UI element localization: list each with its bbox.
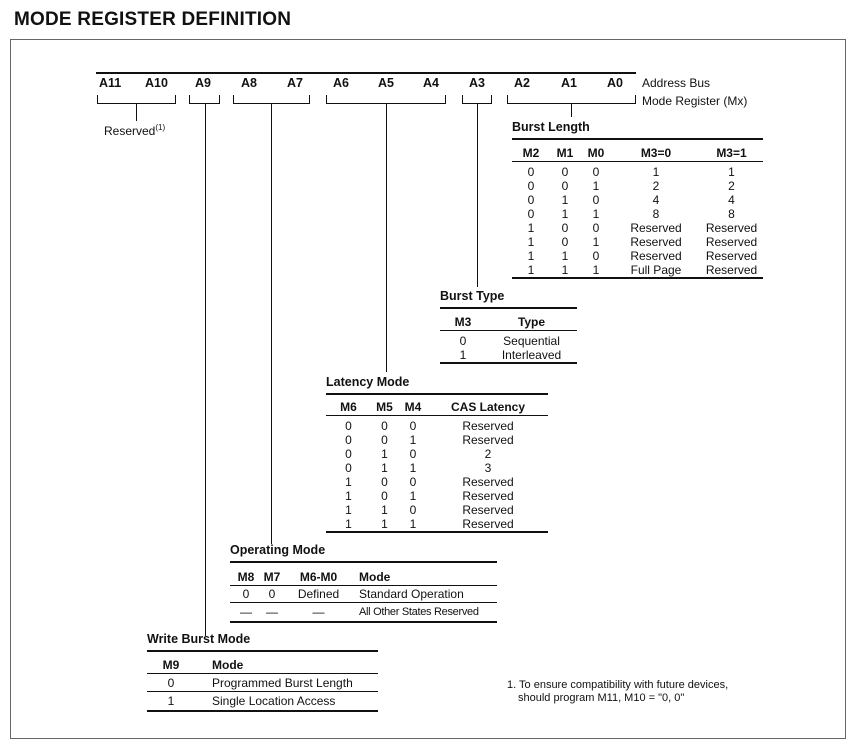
bracket-m9 [189, 95, 220, 104]
col-type: Type [517, 314, 546, 329]
bit-a5: A5 [378, 76, 394, 90]
table-row: 1 0 0 Reserved Reserved [527, 221, 758, 235]
burst-length-top-rule [512, 138, 763, 140]
connector-latency-mode [386, 104, 387, 372]
col-m3-1: M3=1 [716, 145, 747, 160]
write-burst-mode-bottom-rule [147, 710, 378, 712]
table-row: 1 0 0 Reserved [345, 475, 514, 489]
write-burst-mode-table [147, 657, 378, 709]
table-row: 1 1 0 Reserved [345, 503, 514, 517]
mode-register-label: Mode Register (Mx) [642, 94, 748, 108]
bit-a9: A9 [195, 76, 211, 90]
table-row: 0 0 0 Reserved [345, 419, 514, 433]
table-header-row [147, 657, 378, 673]
address-bus-bar [96, 72, 636, 74]
bit-a10: A10 [145, 76, 168, 90]
connector-write-burst [205, 104, 206, 636]
burst-length-bottom-rule [512, 277, 763, 279]
burst-length-table [512, 145, 763, 277]
operating-mode-bottom-rule [230, 621, 497, 623]
table-row: 1 1 1 Reserved [345, 517, 514, 531]
latency-mode-top-rule [326, 393, 548, 395]
table-row: 0 1 1 8 8 [527, 207, 735, 221]
table-row: 1 Single Location Access [167, 694, 336, 708]
table-row: 0 0 0 1 1 [527, 165, 735, 179]
operating-mode-table [230, 569, 497, 619]
col-m6-m0: M6-M0 [299, 569, 338, 584]
operating-mode-top-rule [230, 561, 497, 563]
col-m3: M3 [454, 314, 472, 329]
col-cas-latency: CAS Latency [450, 399, 526, 414]
reserved-label: Reserved$^{(1)}$ [104, 123, 166, 138]
table-row: 0 1 0 2 [345, 447, 492, 461]
bit-a7: A7 [287, 76, 303, 90]
table-row: 1 0 1 Reserved [345, 489, 514, 503]
footnote [507, 679, 728, 705]
table-header-row [440, 314, 577, 330]
bit-a3: A3 [469, 76, 485, 90]
table-row: 0 1 0 4 4 [527, 193, 735, 207]
table-row: 0 Programmed Burst Length [167, 675, 353, 690]
table-row: 0 1 1 3 [345, 461, 492, 475]
bracket-reserved [97, 95, 176, 104]
footnote-line-2: should program M11, M10 = "0, 0" [518, 692, 685, 704]
col-mode: Mode [359, 569, 391, 584]
burst-type-table [440, 314, 577, 362]
bit-a8: A8 [241, 76, 257, 90]
connector-burst-type [477, 104, 478, 287]
diagram-frame [10, 39, 846, 739]
table-row: 1 1 1 Full Page Reserved [527, 263, 758, 277]
burst-type-title: Burst Type [440, 289, 505, 303]
table-row: 0 0 1 Reserved [345, 433, 514, 447]
connector-burst-length [571, 104, 572, 117]
latency-mode-bottom-rule [326, 531, 548, 533]
col-mode: Mode [212, 657, 244, 672]
write-burst-mode-top-rule [147, 650, 378, 652]
table-row: 1 1 0 Reserved Reserved [527, 249, 758, 263]
burst-length-title: Burst Length [512, 120, 590, 134]
burst-type-top-rule [440, 307, 577, 309]
bit-a4: A4 [423, 76, 439, 90]
table-row: 0 Sequential [459, 334, 560, 348]
col-m7: M7 [263, 569, 281, 584]
col-m9: M9 [162, 657, 180, 672]
col-m6: M6 [340, 399, 357, 414]
col-m3-0: M3=0 [640, 145, 672, 160]
table-row: — — — All Other States Reserved [240, 604, 479, 619]
latency-mode-title: Latency Mode [326, 375, 410, 389]
write-burst-mode-title: Write Burst Mode [147, 632, 251, 646]
bracket-m6-m4 [326, 95, 446, 104]
operating-mode-title: Operating Mode [230, 543, 326, 557]
address-bus-label: Address Bus [642, 76, 711, 90]
table-header-row [230, 569, 497, 585]
col-m5: M5 [376, 399, 393, 414]
col-m0: M0 [587, 145, 605, 160]
table-header-row [512, 145, 763, 161]
connector-operating-mode [271, 104, 272, 544]
footnote-line-1: 1. To ensure compatibility with future devices, [507, 679, 729, 691]
col-m8: M8 [237, 569, 255, 584]
burst-type-bottom-rule [440, 362, 577, 364]
bit-a11: A11 [99, 76, 122, 90]
col-m4: M4 [404, 399, 422, 414]
bracket-m2-m0 [507, 95, 636, 104]
bit-a1: A1 [561, 76, 577, 90]
page-title: MODE REGISTER DEFINITION [14, 9, 292, 30]
col-m1: M1 [556, 145, 574, 160]
bracket-m3 [462, 95, 492, 104]
bit-a6: A6 [333, 76, 349, 90]
bracket-m8-m7 [233, 95, 310, 104]
connector-reserved [136, 104, 137, 121]
table-header-row [326, 399, 548, 415]
latency-mode-table [326, 399, 548, 531]
table-row: 0 0 1 2 2 [527, 179, 735, 193]
bit-a0: A0 [607, 76, 623, 90]
bit-a2: A2 [514, 76, 530, 90]
col-m2: M2 [522, 145, 540, 160]
table-row: 0 0 Defined Standard Operation [242, 587, 464, 602]
table-row: 1 Interleaved [459, 348, 562, 362]
table-row: 1 0 1 Reserved Reserved [527, 235, 758, 249]
